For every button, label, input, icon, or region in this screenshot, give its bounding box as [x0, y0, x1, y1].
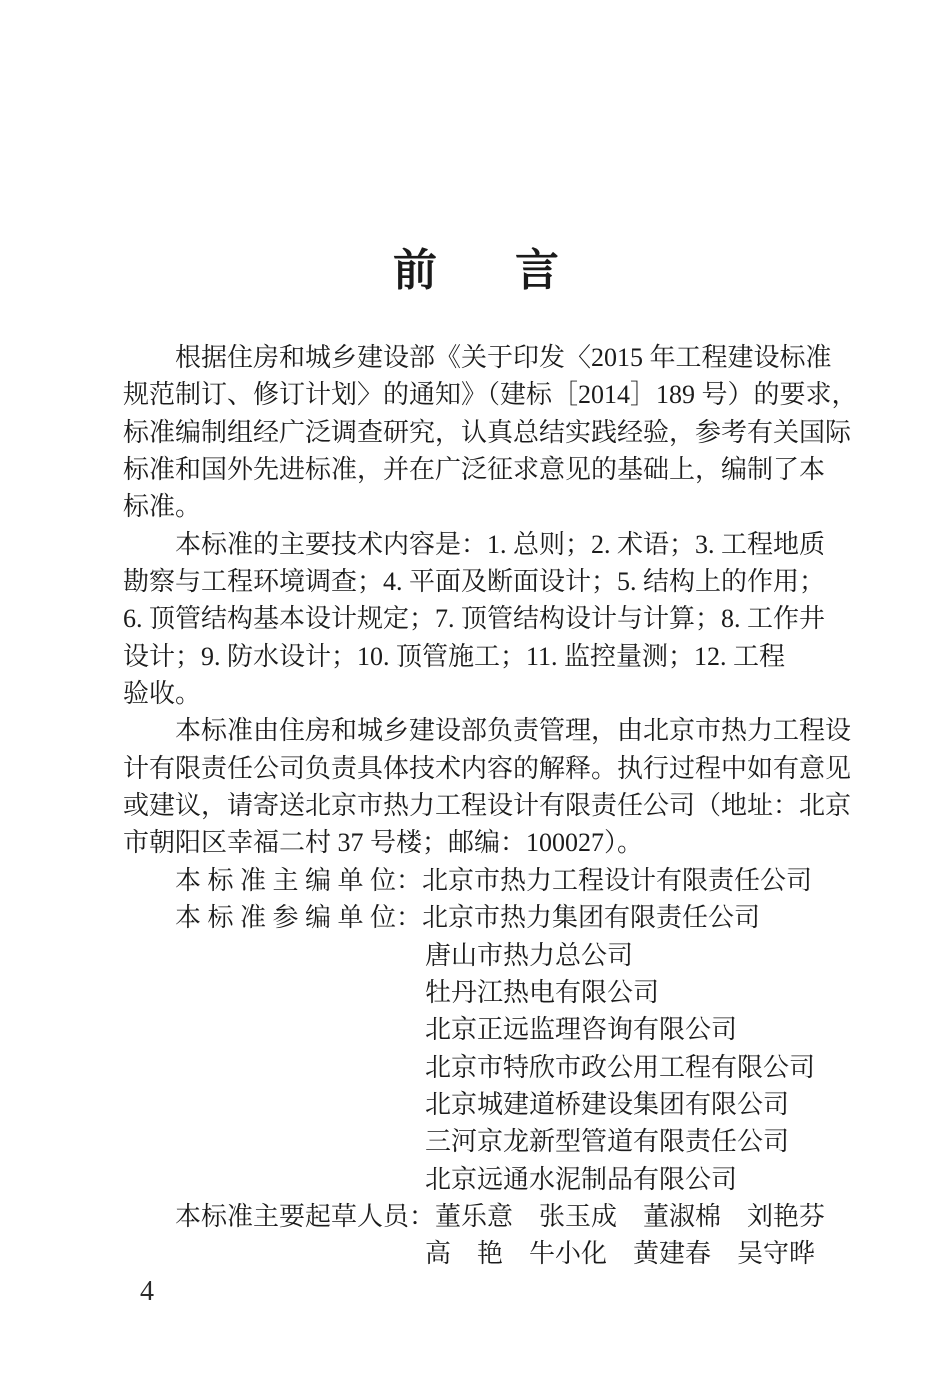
paragraph-1-line-1: 根据住房和城乡建设部《关于印发〈2015 年工程建设标准: [175, 343, 832, 372]
title-char-qian: 前: [393, 246, 437, 295]
paragraph-1-line-2: 规范制订、修订计划〉的通知》（建标［2014］189 号）的要求，: [123, 380, 858, 410]
page-number: 4: [140, 1276, 154, 1307]
drafters-names-line-2: 高 艳 牛小化 黄建春 吴守晔: [425, 1239, 816, 1269]
chief-editor-label: 本 标 准 主 编 单 位：: [175, 865, 423, 895]
page-title: [123, 234, 829, 298]
participating-unit: 牡丹江热电有限公司: [425, 977, 660, 1007]
paragraph-1-line-4: 标准和国外先进标准，并在广泛征求意见的基础上，编制了本: [123, 455, 826, 485]
paragraph-3-line-1: 本标准由住房和城乡建设部负责管理，由北京市热力工程设: [175, 716, 852, 746]
paragraph-2-line-2: 勘察与工程环境调查；4. 平面及断面设计；5. 结构上的作用；: [123, 567, 826, 597]
drafters-row: [123, 1198, 835, 1235]
participating-unit: 北京市特欣市政公用工程有限公司: [425, 1052, 816, 1082]
participating-unit: 北京正远监理咨询有限公司: [425, 1015, 738, 1045]
participating-unit: 唐山市热力总公司: [425, 940, 634, 970]
participating-unit: 北京城建道桥建设集团有限公司: [425, 1089, 790, 1119]
paragraph-1-line-3: 标准编制组经广泛调查研究，认真总结实践经验，参考有关国际: [123, 417, 852, 447]
participating-units-row: [123, 899, 835, 936]
participating-unit: 三河京龙新型管道有限责任公司: [425, 1127, 790, 1157]
drafters-names-line-1: 董乐意 张玉成 董淑棉 刘艳芬: [435, 1201, 826, 1231]
chief-editor-row: [123, 862, 835, 899]
paragraph-2-line-5: 验收。: [123, 679, 202, 709]
title-char-yan: 言: [515, 246, 559, 295]
paragraph-3-line-3: 或建议，请寄送北京市热力工程设计有限责任公司（地址：北京: [123, 791, 852, 821]
paragraph-2-line-4: 设计；9. 防水设计；10. 顶管施工；11. 监控量测；12. 工程: [123, 641, 786, 671]
paragraph-1-line-5: 标准。: [123, 492, 202, 522]
paragraph-2-line-1: 本标准的主要技术内容是：1. 总则；2. 术语；3. 工程地质: [175, 529, 826, 559]
drafters-label: 本标准主要起草人员：: [175, 1201, 436, 1231]
paragraph-3-line-4: 市朝阳区幸福二村 37 号楼；邮编：100027）。: [123, 828, 644, 858]
participating-unit: 北京远通水泥制品有限公司: [425, 1164, 738, 1194]
foreword-body: [123, 339, 858, 1273]
paragraph-2-line-3: 6. 顶管结构基本设计规定；7. 顶管结构设计与计算；8. 工作井: [123, 604, 826, 634]
chief-editor-value: 北京市热力工程设计有限责任公司: [422, 865, 813, 895]
paragraph-3-line-2: 计有限责任公司负责具体技术内容的解释。执行过程中如有意见: [123, 753, 852, 783]
participating-unit: 北京市热力集团有限责任公司: [422, 903, 761, 933]
participating-units-label: 本 标 准 参 编 单 位：: [175, 903, 423, 933]
